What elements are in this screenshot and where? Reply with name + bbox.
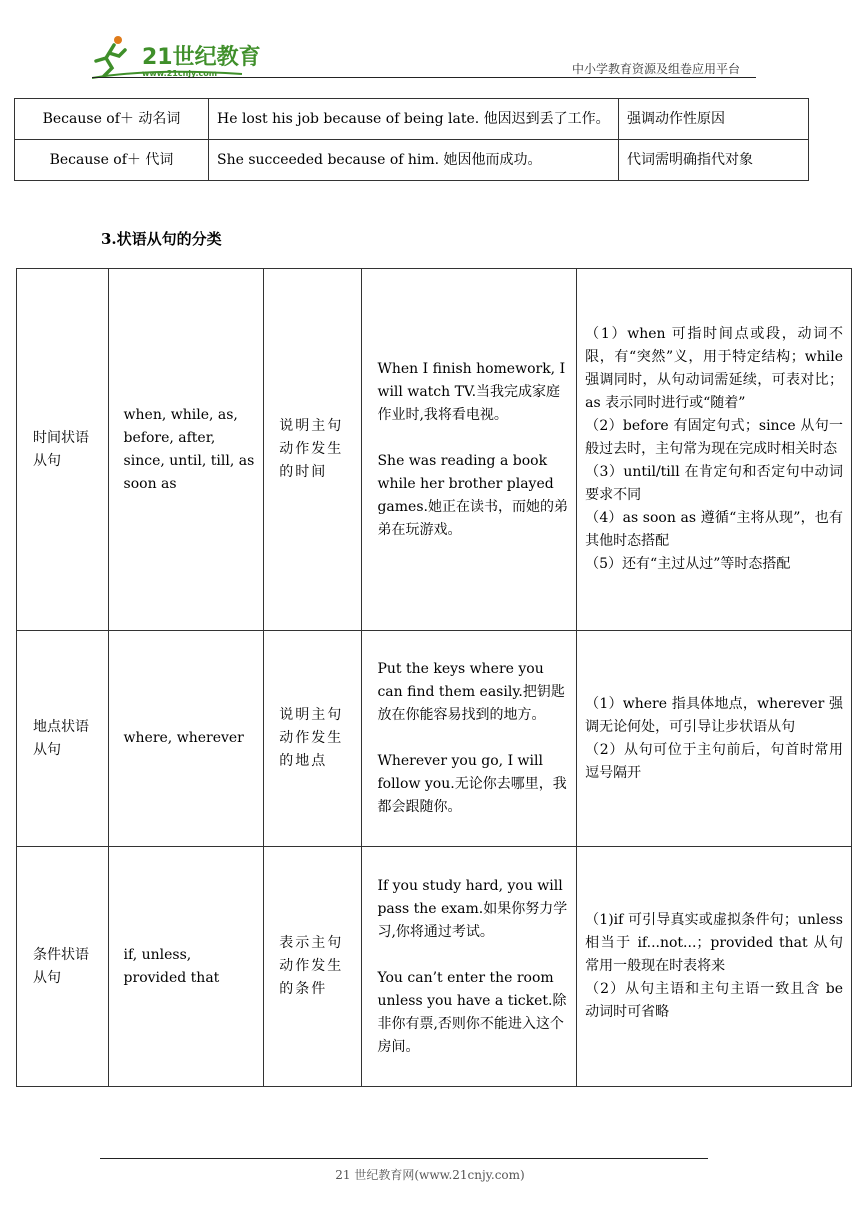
clause-type-cell: 时间状语从句 — [17, 269, 109, 631]
function-cell: 说明主句动作发生的时间 — [264, 269, 362, 631]
footer-text: 21 世纪教育网(www.21cnjy.com) — [335, 1168, 525, 1182]
conjunction-cell: where, wherever — [108, 631, 264, 847]
clause-type-cell: 条件状语从句 — [17, 847, 109, 1087]
section-title: 3.状语从句的分类 — [101, 230, 222, 248]
because-of-table — [14, 98, 809, 181]
structure-cell: Because of＋ 代词 — [15, 140, 209, 181]
note-cell: 强调动作性原因 — [619, 99, 809, 140]
table-row — [17, 269, 852, 631]
table-row — [15, 140, 809, 181]
header-divider — [92, 77, 756, 78]
notes-cell: （1）when 可指时间点或段，动词不限，有“突然”义，用于特定结构；while 强调同时，从句动词需延续，可表对比；as 表示同时进行或“随着” （2）before 有固定句式；since 从句一般过去时，主句常为现在完成时相关时态 （3）until/till 在肯定句和否定句中动词要求不同 （4）as soon as 遵循“主将从现”，也有其他时态搭配 （5）还有“主过从过”等时态搭配 — [577, 269, 852, 631]
function-cell: 说明主句动作发生的地点 — [264, 631, 362, 847]
platform-name: 中小学教育资源及组卷应用平台 — [572, 62, 741, 76]
example-cell: She succeeded because of him. 她因他而成功。 — [209, 140, 619, 181]
example-cell: Put the keys where you can find them easily.把钥匙放在你能容易找到的地方。 Wherever you go, I will follow you.无论你去哪里，我都会跟随你。 — [362, 631, 577, 847]
table-row — [15, 99, 809, 140]
note-cell: 代词需明确指代对象 — [619, 140, 809, 181]
table-row — [17, 847, 852, 1087]
adverbial-clause-table — [16, 268, 852, 1087]
page-header — [0, 0, 860, 90]
logo-url: www.21cnjy.com — [142, 69, 218, 78]
footer-divider — [100, 1158, 708, 1159]
table-row — [17, 631, 852, 847]
structure-cell: Because of＋ 动名词 — [15, 99, 209, 140]
example-cell: When I finish homework, I will watch TV.当我完成家庭作业时,我将看电视。 She was reading a book while her brother played games.她正在读书，而她的弟弟在玩游戏。 — [362, 269, 577, 631]
clause-type-cell: 地点状语从句 — [17, 631, 109, 847]
example-cell: He lost his job because of being late. 他因迟到丢了工作。 — [209, 99, 619, 140]
logo-text: 21世纪教育 — [142, 45, 261, 70]
notes-cell: （1）where 指具体地点，wherever 强调无论何处，可引导让步状语从句 （2）从句可位于主句前后，句首时常用逗号隔开 — [577, 631, 852, 847]
example-cell: If you study hard, you will pass the exam.如果你努力学习,你将通过考试。 You can’t enter the room unless you have a ticket.除非你有票,否则你不能进入这个房间。 — [362, 847, 577, 1087]
logo — [92, 34, 262, 80]
conjunction-cell: if, unless, provided that — [108, 847, 264, 1087]
notes-cell: （1)if 可引导真实或虚拟条件句；unless 相当于 if...not...；provided that 从句常用一般现在时表将来 （2）从句主语和主句主语一致且含 be 动词时可省略 — [577, 847, 852, 1087]
function-cell: 表示主句动作发生的条件 — [264, 847, 362, 1087]
conjunction-cell: when, while, as, before, after, since, until, till, as soon as — [108, 269, 264, 631]
